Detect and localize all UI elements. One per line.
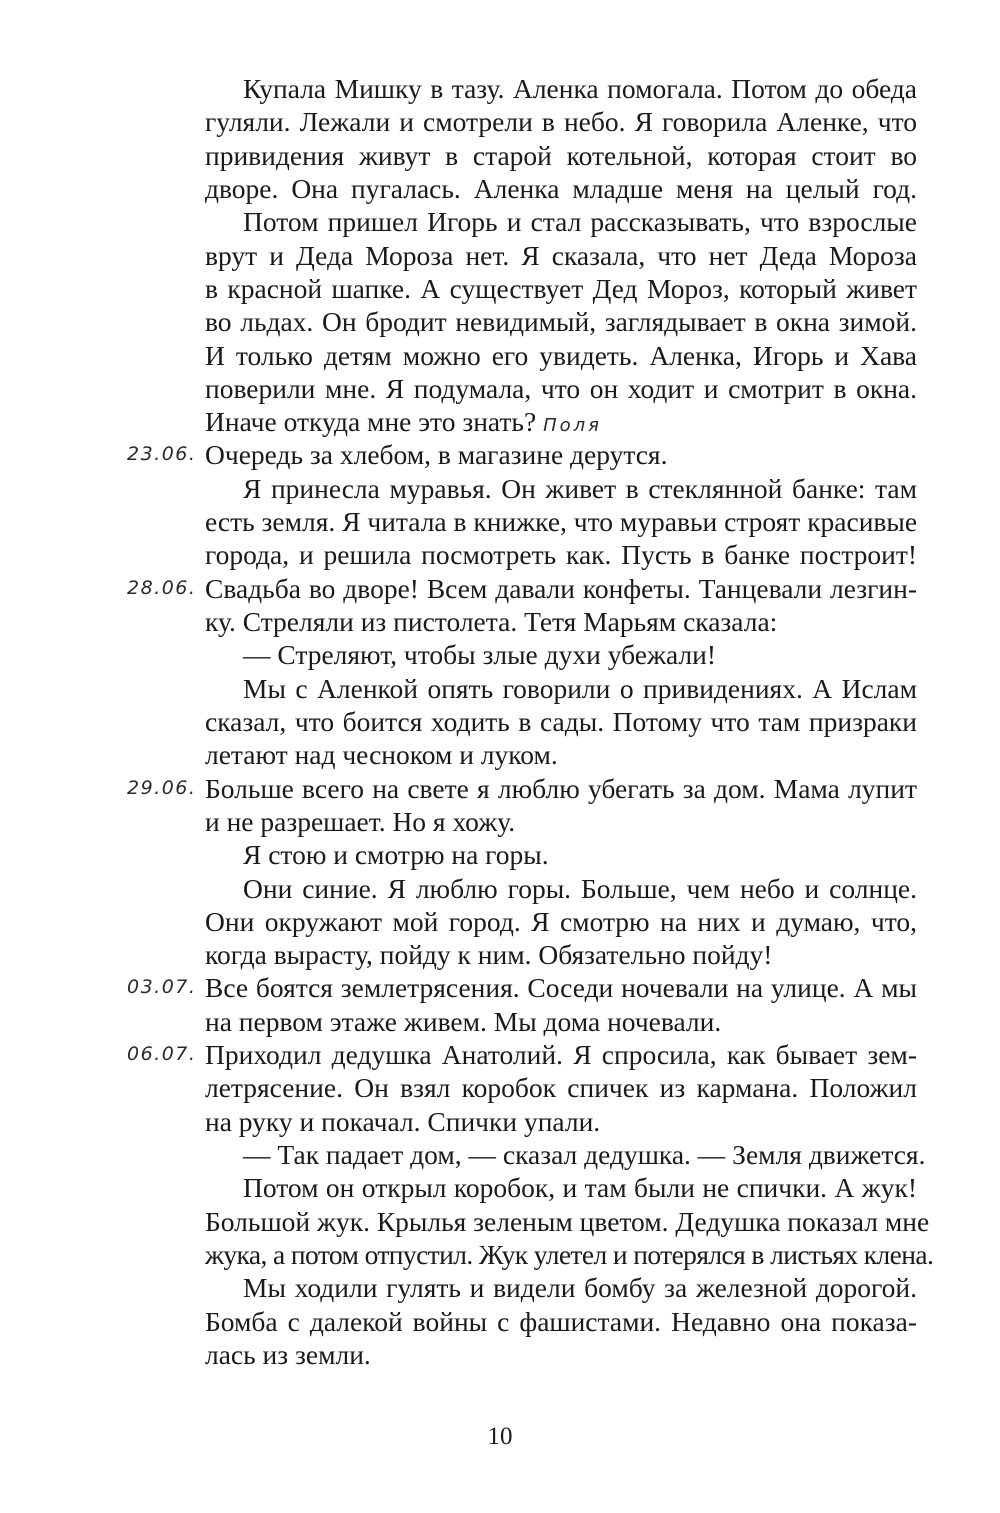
text-line: Я принесла муравья. Он живет в стеклянной банке: там (243, 473, 917, 504)
text-line: сказал, что боится ходить в сады. Потому что там призраки (205, 706, 917, 737)
text-line: — Так падает дом, — сказал дедушка. — Земля движется. (243, 1139, 926, 1170)
text-line: Мы ходили гулять и видели бомбу за железной дорогой. (243, 1272, 917, 1303)
text-line: дворе. Она пугалась. Аленка младше меня на целый год. (205, 173, 917, 204)
entry-date: 29.06. (127, 777, 197, 799)
text-line (205, 405, 917, 442)
text-line: Потом он открыл коробок, и там были не спички. А жук! (243, 1172, 917, 1203)
text-line: Все боятся землетрясения. Соседи ночевали на улице. А мы (205, 972, 917, 1003)
text-line: и не разрешает. Но я хожу. (205, 806, 516, 837)
entry-date: 23.06. (127, 443, 197, 465)
text-line: в красной шапке. А существует Дед Мороз, который живет (205, 273, 917, 304)
text-line: Купала Мишку в тазу. Аленка помогала. Потом до обеда (243, 73, 917, 104)
text-line: на первом этаже живем. Мы дома ночевали. (205, 1006, 722, 1037)
page-number: 10 (487, 1423, 513, 1450)
text-line: Потом пришел Игорь и стал рассказывать, что взрослые (243, 206, 917, 237)
text-line: Приходил дедушка Анатолий. Я спросила, как бывает зем- (205, 1039, 917, 1070)
entry-date: 06.07. (127, 1043, 197, 1065)
text-line: привидения живут в старой котельной, которая стоит во (205, 140, 917, 171)
text-line: врут и Деда Мороза нет. Я сказала, что нет Деда Мороза (205, 240, 917, 271)
entry-date: 03.07. (127, 976, 197, 998)
text-line-body: Иначе откуда мне это знать? (205, 406, 537, 437)
signature: Поля (543, 415, 602, 436)
text-line: гуляли. Лежали и смотрели в небо. Я говорила Аленке, что (205, 106, 917, 137)
text-line: ку. Стреляли из пистолета. Тетя Марьям сказала: (205, 606, 778, 637)
text-line: жука, а потом отпустил. Жук улетел и потерялся в листьях клена. (205, 1239, 934, 1270)
text-line: есть земля. Я читала в книжке, что муравьи строят красивые (205, 506, 918, 537)
text-line: лась из земли. (205, 1339, 371, 1370)
text-line: Я стою и смотрю на горы. (243, 839, 549, 870)
text-line: Больше всего на свете я люблю убегать за дом. Мама лупит (205, 773, 917, 804)
text-line: Мы с Аленкой опять говорили о привидениях. А Ислам (243, 673, 917, 704)
text-line: Они окружают мой город. Я смотрю на них и думаю, что, (205, 906, 917, 937)
text-line: — Стреляют, чтобы злые духи убежали! (243, 639, 716, 670)
text-line: летрясение. Он взял коробок спичек из кармана. Положил (205, 1072, 917, 1103)
text-line: на руку и покачал. Спички упали. (205, 1106, 601, 1137)
text-line: Они синие. Я люблю горы. Больше, чем небо и солнце. (243, 873, 917, 904)
text-line: поверили мне. Я подумала, что он ходит и смотрит в окна. (205, 373, 917, 404)
entry-date: 28.06. (127, 577, 197, 599)
text-line: Очередь за хлебом, в магазине дерутся. (205, 439, 668, 470)
text-line: Большой жук. Крылья зеленым цветом. Дедушка показал мне (205, 1206, 930, 1237)
text-line: во льдах. Он бродит невидимый, заглядывает в окна зимой. (205, 306, 917, 337)
text-line: летают над чесноком и луком. (205, 739, 558, 770)
text-line: Бомба с далекой войны с фашистами. Недавно она показа- (205, 1306, 917, 1337)
text-line: И только детям можно его увидеть. Аленка, Игорь и Хава (205, 340, 917, 371)
text-line: Свадьба во дворе! Всем давали конфеты. Танцевали лезгин- (205, 573, 917, 604)
text-line: когда вырасту, пойду к ним. Обязательно пойду! (205, 939, 773, 970)
text-line: города, и решила посмотреть как. Пусть в банке построит! (205, 539, 917, 570)
